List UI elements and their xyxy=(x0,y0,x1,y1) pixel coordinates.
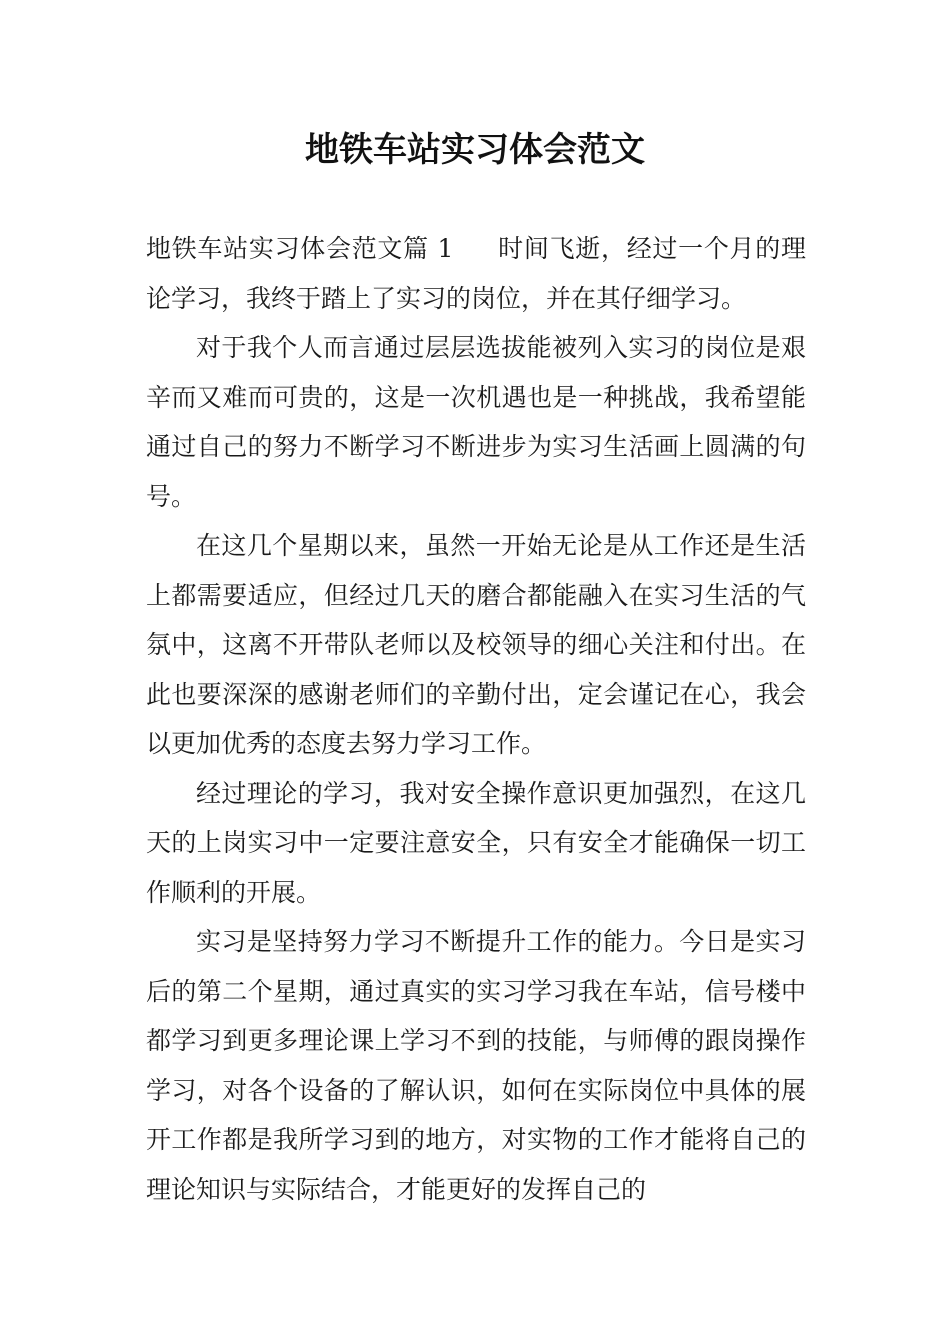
body-paragraph: 对于我个人而言通过层层选拔能被列入实习的岗位是艰辛而又难而可贵的，这是一次机遇也是一种挑战，我希望能通过自己的努力不断学习不断进步为实习生活画上圆满的句号。 xyxy=(146,333,806,511)
body-paragraph: 经过理论的学习，我对安全操作意识更加强烈，在这几天的上岗实习中一定要注意安全，只有安全才能确保一切工作顺利的开展。 xyxy=(146,778,806,907)
intro-text: 时间飞逝，经过一个月的理论学习，我终于踏上了实习的岗位，并在其仔细学习。 xyxy=(146,234,806,313)
body-paragraph: 在这几个星期以来，虽然一开始无论是从工作还是生活上都需要适应，但经过几天的磨合都能融入在实习生活的气氛中，这离不开带队老师以及校领导的细心关注和付出。在此也要深深的感谢老师们的辛勤付出，定会谨记在心，我会以更加优秀的态度去努力学习工作。 xyxy=(146,531,806,758)
intro-paragraph xyxy=(146,224,806,323)
intro-heading: 地铁车站实习体会范文篇 1 xyxy=(146,234,454,263)
document-body xyxy=(146,224,806,1214)
body-paragraph: 实习是坚持努力学习不断提升工作的能力。今日是实习后的第二个星期，通过真实的实习学习我在车站，信号楼中都学习到更多理论课上学习不到的技能，与师傅的跟岗操作学习，对各个设备的了解认识，如何在实际岗位中具体的展开工作都是我所学习到的地方，对实物的工作才能将自己的理论知识与实际结合，才能更好的发挥自己的 xyxy=(146,927,806,1204)
document-title: 地铁车站实习体会范文 xyxy=(305,130,645,170)
